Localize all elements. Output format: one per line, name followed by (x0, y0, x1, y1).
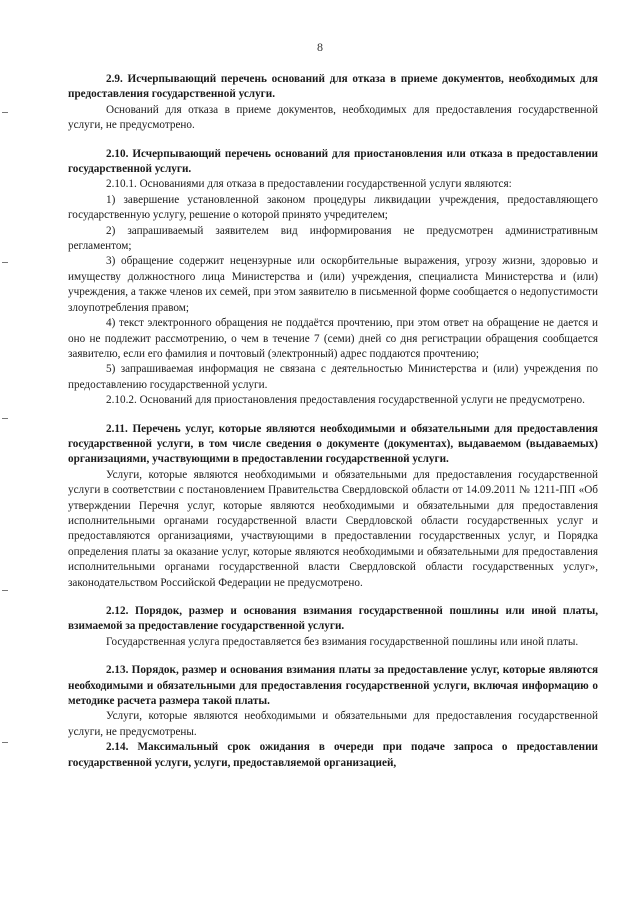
section-text-2-12: Государственная услуга предоставляется без взимания государственной пошлины или иной платы. (106, 635, 579, 648)
section-heading-2-14: 2.14. Максимальный срок ожидания в очереди при подаче запроса о предоставлении государственной услуги, услуги, предоставляемой организацией, (68, 741, 598, 769)
section-heading-2-11: 2.11. Перечень услуг, которые являются необходимыми и обязательными для предоставления государственной услуги, в том числе сведения о документе (документах), выдаваемом (выдаваемых) организациями, участвующими в предоставлении государственной услуги. (68, 422, 598, 466)
list-item-1: 1) завершение установленной законом процедуры ликвидации учреждения, предоставляющего государственную услугу, решение о которой принято учредителем; (68, 193, 598, 222)
scan-mark (2, 742, 8, 743)
list-item-3: 3) обращение содержит нецензурные или оскорбительные выражения, угрозу жизни, здоровью и имуществу должностного лица Министерства и (или) учреждения, специалиста Министерства и (или) учреждения, а также членов их семей, при этом заявителю в письменной форме сообщается о недопустимости злоупотребления правом; (68, 255, 598, 314)
section-heading-2-9: 2.9. Исчерпывающий перечень оснований для отказа в приеме документов, необходимых для предоставления государственной услуги. (68, 73, 598, 101)
list-item-2: 2) запрашиваемый заявителем вид информирования не предусмотрен административным регламентом; (68, 224, 598, 253)
paragraph-2-10-2: 2.10.2. Оснований для приостановления предоставления государственной услуги не предусмотрено. (106, 394, 585, 407)
page-number: 8 (317, 40, 323, 54)
section-heading-2-10: 2.10. Исчерпывающий перечень оснований для приостановления или отказа в предоставлении государственной услуги. (68, 147, 598, 176)
document-body (68, 72, 598, 771)
section-heading-2-12: 2.12. Порядок, размер и основания взимания государственной пошлины или иной платы, взимаемой за предоставление государственной услуги. (68, 605, 598, 633)
list-item-4: 4) текст электронного обращения не поддаётся прочтению, при этом ответ на обращение не дается и оно не подлежит рассмотрению, о чем в течение 7 (семи) дней со дня регистрации обращения сообщается заявителю, если его фамилия и почтовый (электронный) адрес поддаются прочтению; (68, 317, 598, 360)
scan-mark (2, 112, 8, 113)
scan-mark (2, 262, 8, 263)
scan-mark (2, 418, 8, 419)
section-heading-2-13: 2.13. Порядок, размер и основания взимания платы за предоставление услуг, которые являются необходимыми и обязательными для предоставления государственной услуги, включая информацию о методике расчета размера такой платы. (68, 664, 598, 708)
scan-mark (2, 590, 8, 591)
list-item-5: 5) запрашиваемая информация не связана с деятельностью Министерства и (или) учреждения по предоставлению государственной услуги. (68, 363, 598, 391)
paragraph-2-10-1: 2.10.1. Основаниями для отказа в предоставлении государственной услуги являются: (106, 178, 512, 191)
section-text-2-11: Услуги, которые являются необходимыми и обязательными для предоставления государственной услуги в соответствии с постановлением Правительства Свердловской области от 14.09.2011 № 1211-ПП «Об утверждении Перечня услуг, которые являются необходимыми и обязательными для предоставления исполнительными органами государственной власти Свердловской области государственных услуг и предоставляются организациями, участвующими в предоставлении государственных услуг, и Порядка определения платы за оказание услуг, которые являются необходимыми и обязательными для предоставления исполнительными органами государственной власти Свердловской области государственных услуг», законодательством Российской Федерации не предусмотрено. (68, 468, 598, 589)
section-text-2-9: Оснований для отказа в приеме документов, необходимых для предоставления государственной услуги, не предусмотрено. (68, 103, 598, 132)
section-text-2-13: Услуги, которые являются необходимыми и обязательными для предоставления государственной услуги, не предусмотрены. (68, 710, 598, 738)
